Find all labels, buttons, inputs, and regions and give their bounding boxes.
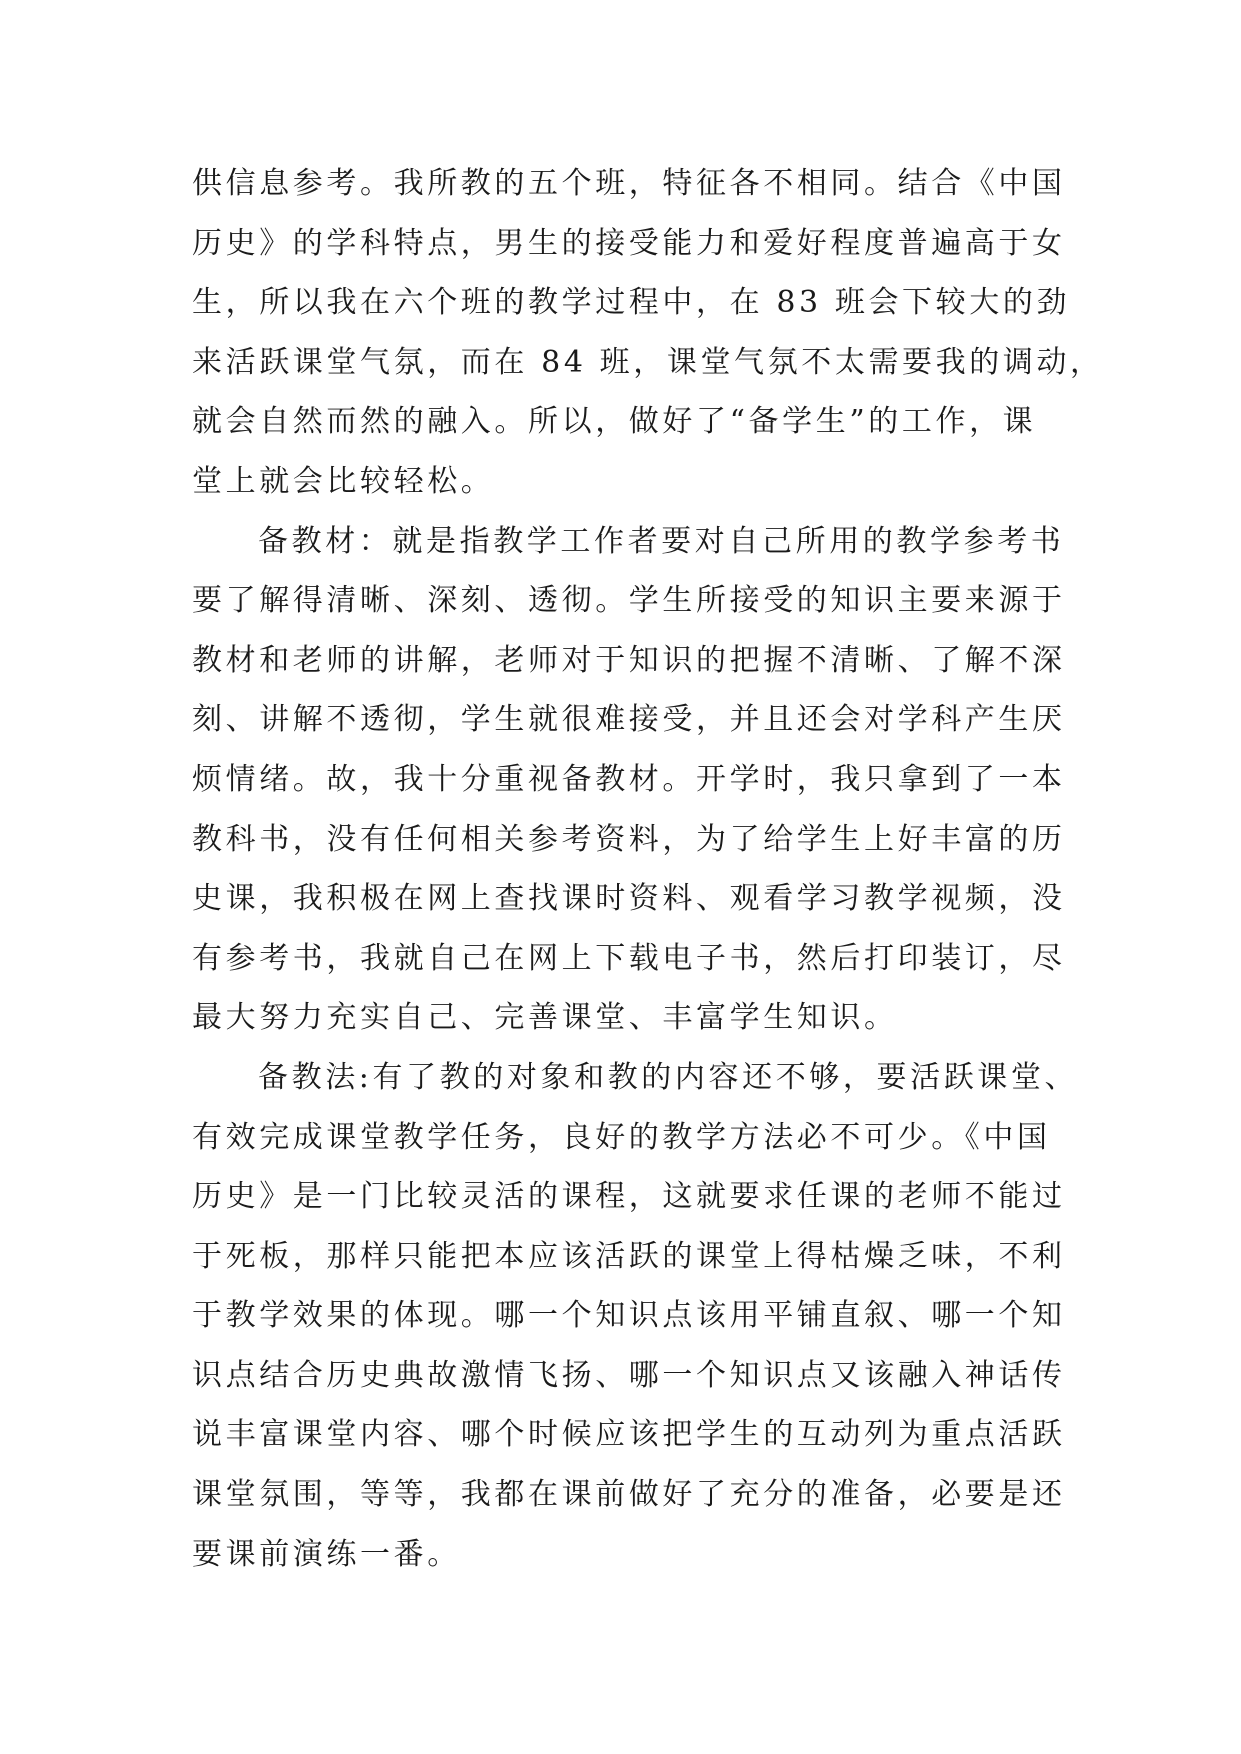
text-line: 供信息参考。我所教的五个班，特征各不相同。结合《中国 [192, 166, 1066, 201]
text-line: 要课前演练一番。 [192, 1536, 461, 1572]
text-line: 就会自然而然的融入。所以，做好了“备学生”的工作，课 [192, 404, 1037, 440]
text-line: 最大努力充实自己、完善课堂、丰富学生知识。 [192, 1000, 898, 1036]
paragraph-start-line: 备教材：就是指教学工作者要对自己所用的教学参考书 [258, 523, 1065, 559]
text-line: 课堂氛围，等等，我都在课前做好了充分的准备，必要是还 [192, 1477, 1066, 1513]
text-line: 教材和老师的讲解，老师对于知识的把握不清晰、了解不深 [192, 642, 1066, 678]
text-line: 识点结合历史典故激情飞扬、哪一个知识点又该融入神话传 [192, 1357, 1066, 1393]
text-line: 于教学效果的体现。哪一个知识点该用平铺直叙、哪一个知 [192, 1298, 1066, 1334]
text-line: 有参考书，我就自己在网上下载电子书，然后打印装订，尽 [192, 940, 1066, 976]
text-line: 生，所以我在六个班的教学过程中，在 83 班会下较大的劲 [192, 285, 1071, 321]
text-line: 有效完成课堂教学任务，良好的教学方法必不可少。《中国 [192, 1119, 1051, 1155]
text-line: 历史》的学科特点，男生的接受能力和爱好程度普遍高于女 [192, 225, 1066, 261]
text-line: 要了解得清晰、深刻、透彻。学生所接受的知识主要来源于 [192, 583, 1066, 619]
text-line: 教科书，没有任何相关参考资料，为了给学生上好丰富的历 [192, 821, 1066, 857]
text-line: 刻、讲解不透彻，学生就很难接受，并且还会对学科产生厌 [192, 702, 1066, 738]
paragraph-start-line: 备教法:有了教的对象和教的内容还不够，要活跃课堂、 [258, 1059, 1079, 1095]
text-line: 来活跃课堂气氛，而在 84 班，课堂气氛不太需要我的调动， [192, 344, 1104, 380]
text-line: 于死板，那样只能把本应该活跃的课堂上得枯燥乏味，不利 [192, 1238, 1066, 1274]
document-body [192, 154, 1104, 1584]
text-line: 烦情绪。故，我十分重视备教材。开学时，我只拿到了一本 [192, 761, 1066, 797]
text-line: 堂上就会比较轻松。 [192, 463, 495, 499]
text-line: 历史》是一门比较灵活的课程，这就要求任课的老师不能过 [192, 1179, 1066, 1215]
text-line: 史课，我积极在网上查找课时资料、观看学习教学视频，没 [192, 881, 1066, 917]
text-line: 说丰富课堂内容、哪个时候应该把学生的互动列为重点活跃 [192, 1417, 1066, 1453]
